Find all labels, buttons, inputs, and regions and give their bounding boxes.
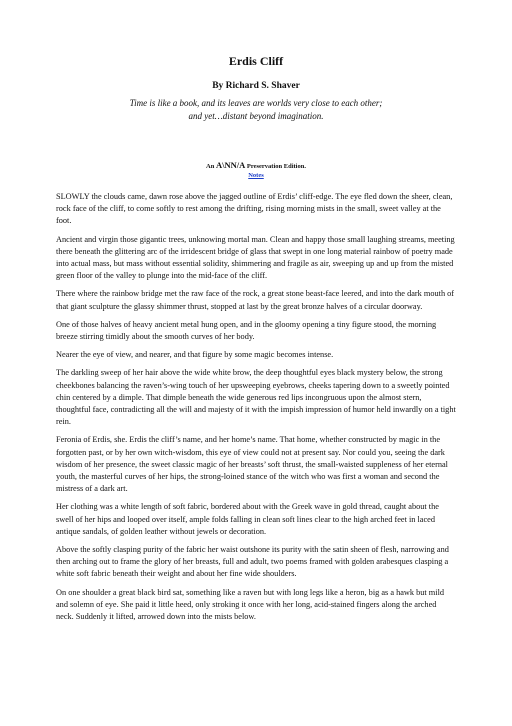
author-byline: By Richard S. Shaver: [212, 81, 300, 91]
paragraph: There where the rainbow bridge met the raw face of the rock, a great stone beast-face leered, and into the dark mouth of that giant sculpture the glassy shimmer thrust, stopped at last by the great bronze halves of a circular doorway.: [56, 289, 455, 311]
notes-link[interactable]: Notes: [248, 172, 264, 179]
epigraph: [56, 97, 456, 123]
anna-logo-text: A\NN/A: [215, 160, 246, 170]
paragraph: SLOWLY the clouds came, dawn rose above the jagged outline of Erdis’ cliff-edge. The eye fled down the sheer, clean, rock face of the cliff, to come softly to rest among the drifting, rising morning mists in the small, sweet valley at the foot.: [56, 192, 453, 226]
paragraph: Her clothing was a white length of soft fabric, bordered about with the Greek wave in gold thread, caught about the swell of her hips and looped over itself, ample folds falling in clean soft lines clear to the high arched feet in laced antique sandals, of golden leather without jewels or decoration.: [56, 502, 439, 536]
paragraph: Nearer the eye of view, and nearer, and that figure by some magic becomes intense.: [56, 350, 334, 360]
paragraph: On one shoulder a great black bird sat, something like a raven but with long legs like a heron, big as a hawk but mild and solemn of eye. She paid it little heed, only stroking it once with her long, acid-stained fingers along the arched neck. Suddenly it lifted, arrowed down into the mists below.: [56, 587, 445, 622]
paragraph: Above the softly clasping purity of the fabric her waist outshone its purity with the satin sheen of flesh, narrowing and then arching out to frame the glory of her breasts, full and adult, two poems framed with golden arabesques clasping a white soft fabric beneath their weight and about her fine wide shoulders.: [56, 545, 449, 579]
epigraph-line: Time is like a book, and its leaves are worlds very close to each other;: [129, 98, 383, 108]
paragraph: Feronia of Erdis, she. Erdis the cliff’s name, and her home’s name. That home, whether constructed by magic in the forgotten past, or by her own witch-wisdom, this eye of view could not at present say. Nor could you, seeing the dark wisdom of her presence, the sweet classic magic of her breasts’ soft thrust, the small-waisted suppleness of her eternal youth, the masterful curves of her hips, the strong-loined stance of the witch who was first a woman and second the mistress of a dark art.: [56, 435, 448, 494]
document-title: Erdis Cliff: [228, 54, 284, 68]
paragraph: The darkling sweep of her hair above the wide white brow, the deep thoughtful eyes black mystery below, the strong cheekbones balancing the raven’s-wing touch of her upsweeping eyebrows, cheeks tapering down to a sweetly pointed chin centered by a dimple. That dimple beneath the wide generous red lips incongruous upon the almost stern, thoughtful face, contradicting all the will and majesty of it with the impish impression of humor held inwardly on a tight rein.: [56, 368, 456, 427]
edition-note: [56, 161, 456, 171]
paragraph: One of those halves of heavy ancient metal hung open, and in the gloomy opening a tiny figure stood, the morning breeze stirring timidly about the smooth curves of her body.: [56, 319, 437, 342]
epigraph-line: and yet…distant beyond imagination.: [188, 111, 324, 121]
edition-prefix: An: [206, 163, 216, 170]
edition-suffix: Preservation Edition.: [245, 163, 306, 170]
paragraph: Ancient and virgin those gigantic trees, unknowing mortal man. Clean and happy those small laughing streams, meeting there beneath the glittering arc of the irridescent bridge of glass that swept in one long material rainbow of poetry made into actual mass, but mass without essential solidity, shimmering and fragile as air, sweeping up and up from the misted green floor of the valley to plunge into the mid-face of the cliff.: [56, 234, 455, 281]
story-body: [56, 191, 456, 623]
